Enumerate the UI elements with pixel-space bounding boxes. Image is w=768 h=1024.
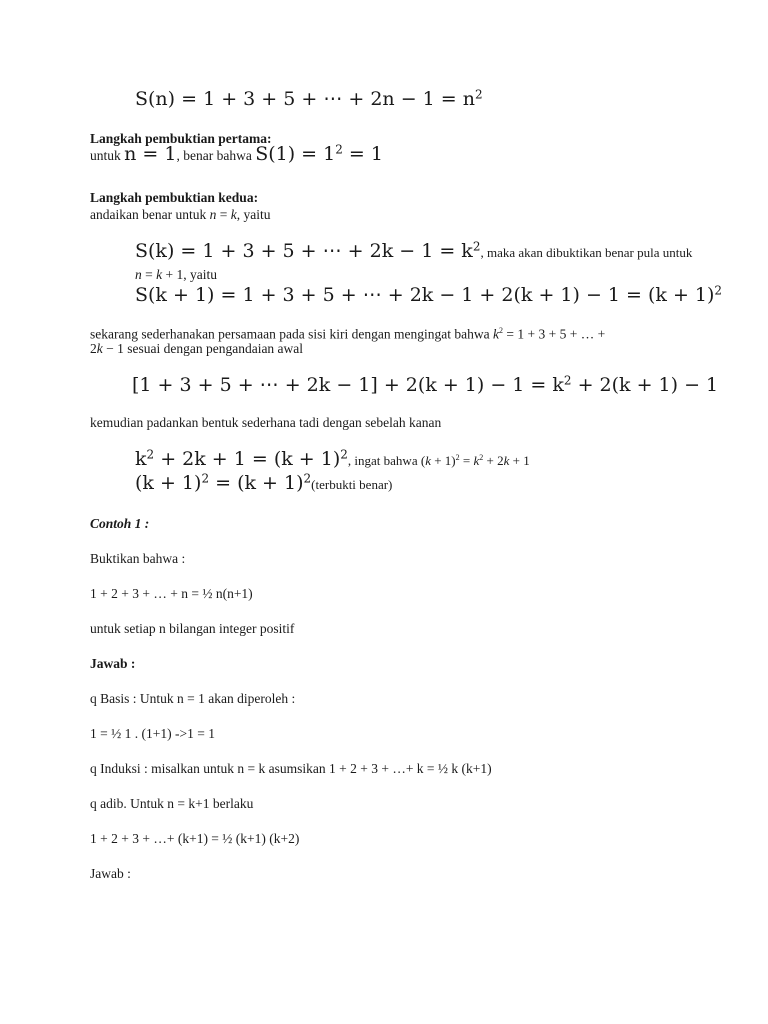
basis-calc: 1 = ½ 1 . (1+1) ->1 = 1 (90, 726, 215, 741)
simplify-equation: [1 + 3 + 5 + ⋯ + $2k - 1] + 2(k + 1) - 1 = k^2 + 2(k + 1) - 1$ (132, 373, 719, 396)
answer2-line: Jawab : (90, 866, 131, 881)
step2-intro: andaikan benar untuk n = k, yaitu (90, 207, 271, 222)
main-formula: S(n) = 1 + 3 + 5 + ⋯ + $2n - 1 = n^2$ (135, 87, 483, 110)
simplify-line1: sekarang sederhanakan persamaan pada sisi kiri dengan mengingat bahwa $k^2 = 1 + 3 + 5$ + … + (90, 326, 606, 342)
example-prove: Buktikan bahwa : (90, 551, 186, 566)
adib-calc: 1 + 2 + 3 + …+ (k+1) = ½ (k+1) (k+2) (90, 831, 300, 846)
example-title: Contoh 1 : (90, 516, 150, 531)
step2-title: Langkah pembuktian kedua: (90, 190, 259, 205)
adib-line: q adib. Untuk n = k+1 berlaku (90, 796, 254, 811)
simplify-line2: 2k − 1 sesuai dengan pengandaian awal (90, 341, 304, 356)
sk-formula: S(k) = 1 + 3 + 5 + ⋯ + $2k - 1 = k^2$, maka akan dibuktikan benar pula untuk (135, 239, 693, 262)
step1-line: untuk n = 1, benar bahwa $S(1) = 1^2 = 1$ (90, 142, 383, 165)
step2-line2: n = k + 1, yaitu (135, 267, 217, 282)
induction-line: q Induksi : misalkan untuk n = k asumsikan 1 + 2 + 3 + …+ k = ½ k (k+1) (90, 761, 492, 776)
answer-title: Jawab : (90, 656, 136, 671)
compare-eq2: $(k + 1)^2 = (k$ + $1)^2(terbukti$ benar) (135, 471, 393, 494)
compare-eq1: $k^2 + 2k + 1 = (k + 1)^2$, ingat bahwa $(k + 1)^2 = k^2 + 2k + 1$ (135, 447, 530, 470)
basis-line: q Basis : Untuk n = 1 akan diperoleh : (90, 691, 296, 706)
step1-title: Langkah pembuktian pertama: (90, 131, 272, 146)
example-statement: 1 + 2 + 3 + … + n = ½ n(n+1) (90, 586, 253, 601)
example-condition: untuk setiap n bilangan integer positif (90, 621, 295, 636)
sk1-formula: S(k + 1) = 1 + 3 + 5 + ⋯ + $2k - 1 + 2(k + 1) - 1 = (k + 1)^2$ (135, 283, 723, 306)
compare-text: kemudian padankan bentuk sederhana tadi dengan sebelah kanan (90, 415, 442, 430)
